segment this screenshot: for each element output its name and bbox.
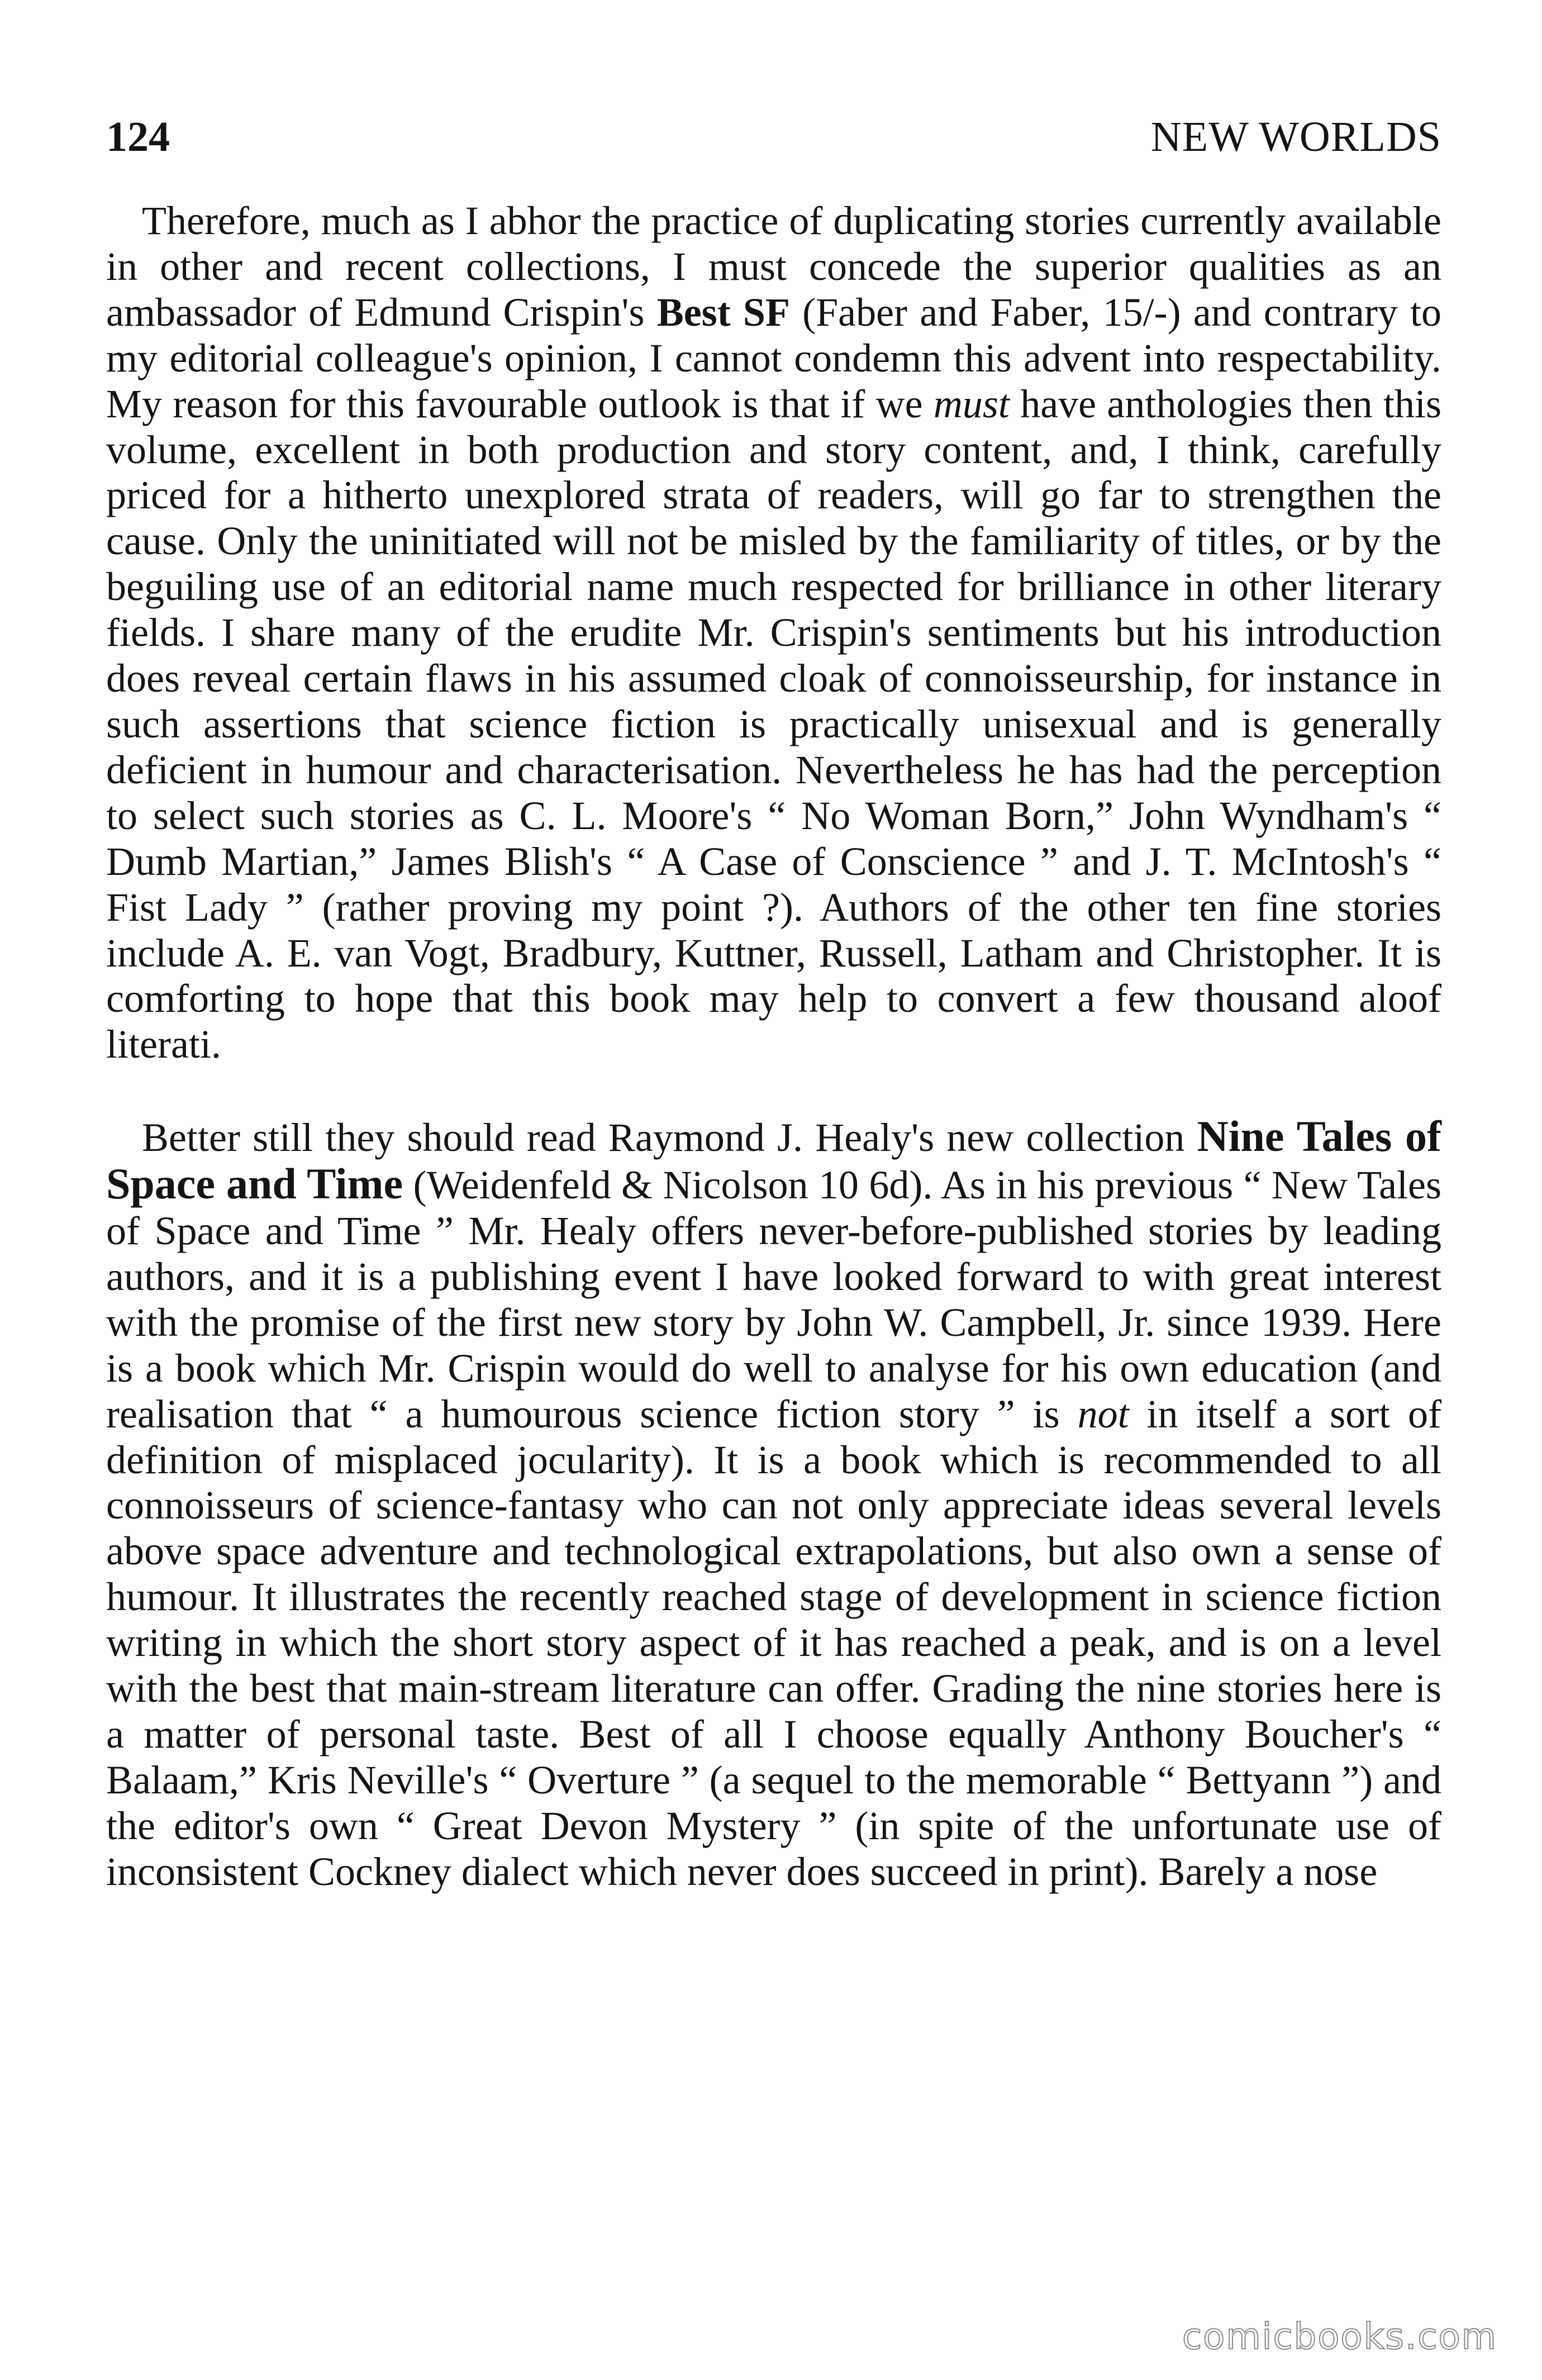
article-body	[106, 198, 1441, 1895]
running-head: NEW WORLDS	[1150, 113, 1441, 160]
page-number: 124	[106, 113, 170, 160]
text-run: have anthologies then this volume, excellent in both production and story content, and, I think, carefully priced for a hitherto unexplored strata of readers, will go far to strengthen the cause. Only the uninitiated will not be misled by the familiarity of titles, or by the beguiling use of an editorial name much respected for brilliance in other literary fields. I share many of the erudite Mr. Crispin's sentiments but his introduction does reveal certain flaws in his assumed cloak of connoisseurship, for instance in such assertions that science fiction is practically unisexual and is generally deficient in humour and characterisation. Nevertheless he has had the perception to select such stories as C. L. Moore's “ No Woman Born,” John Wyndham's “ Dumb Martian,” James Blish's “ A Case of Conscience ” and J. T. McIntosh's “ Fist Lady ” (rather proving my point ?). Authors of the other ten fine stories include A. E. van Vogt, Bradbury, Kuttner, Russell, Latham and Christopher. It is comforting to hope that this book may help to convert a few thousand aloof literati.	[106, 381, 1441, 1067]
text-run: (Faber and Faber, 15/-) and contrary to my editorial colleague's opinion, I cannot condemn this advent into respectability. My reason for this favourable outlook is that if we	[106, 289, 1442, 426]
book-title-nine-tales: Nine Tales of Space and Time	[106, 1112, 1441, 1208]
watermark-logo: comicbooks.com	[1182, 2316, 1497, 2358]
paragraph-best-sf-review	[106, 198, 1441, 1068]
page-header	[106, 112, 1441, 162]
book-title-best-sf: Best SF	[656, 289, 790, 335]
text-run: Therefore, much as I abhor the practice of duplicating stories currently available in other and recent collections, I must concede the superior qualities as an ambassador of Edmund Crispin's	[106, 198, 1441, 335]
text-run: (Weidenfeld & Nicolson 10 6d). As in his previous “ New Tales of Space and Time ” Mr. Healy offers never-before-published stories by leading authors, and it is a publishing event I have looked forward to with great interest with the promise of the first new story by John W. Campbell, Jr. since 1939. Here is a book which Mr. Crispin would do well to analyse for his own education (and realisation that “ a humourous science fiction story ” is	[106, 1163, 1442, 1436]
text-run: Better still they should read Raymond J. Healy's new collection	[142, 1115, 1197, 1160]
emphasis-not: not	[1077, 1391, 1129, 1436]
text-run: in itself a sort of definition of misplaced jocularity). It is a book which is recommended to all connoisseurs of science-fantasy who can not only appreciate ideas several levels above space adventure and technological extrapolations, but also own a sense of humour. It illustrates the recently reached stage of development in science fiction writing in which the short story aspect of it has reached a peak, and is on a level with the best that main-stream literature can offer. Grading the nine stories here is a matter of personal taste. Best of all I choose equally Anthony Boucher's “ Balaam,” Kris Neville's “ Overture ” (a sequel to the memorable “ Bettyann ”) and the editor's own “ Great Devon Mystery ” (in spite of the unfortunate use of inconsistent Cockney dialect which never does succeed in print). Barely a nose	[106, 1391, 1441, 1894]
emphasis-must: must	[933, 381, 1010, 426]
paragraph-nine-tales-review	[106, 1113, 1441, 1895]
